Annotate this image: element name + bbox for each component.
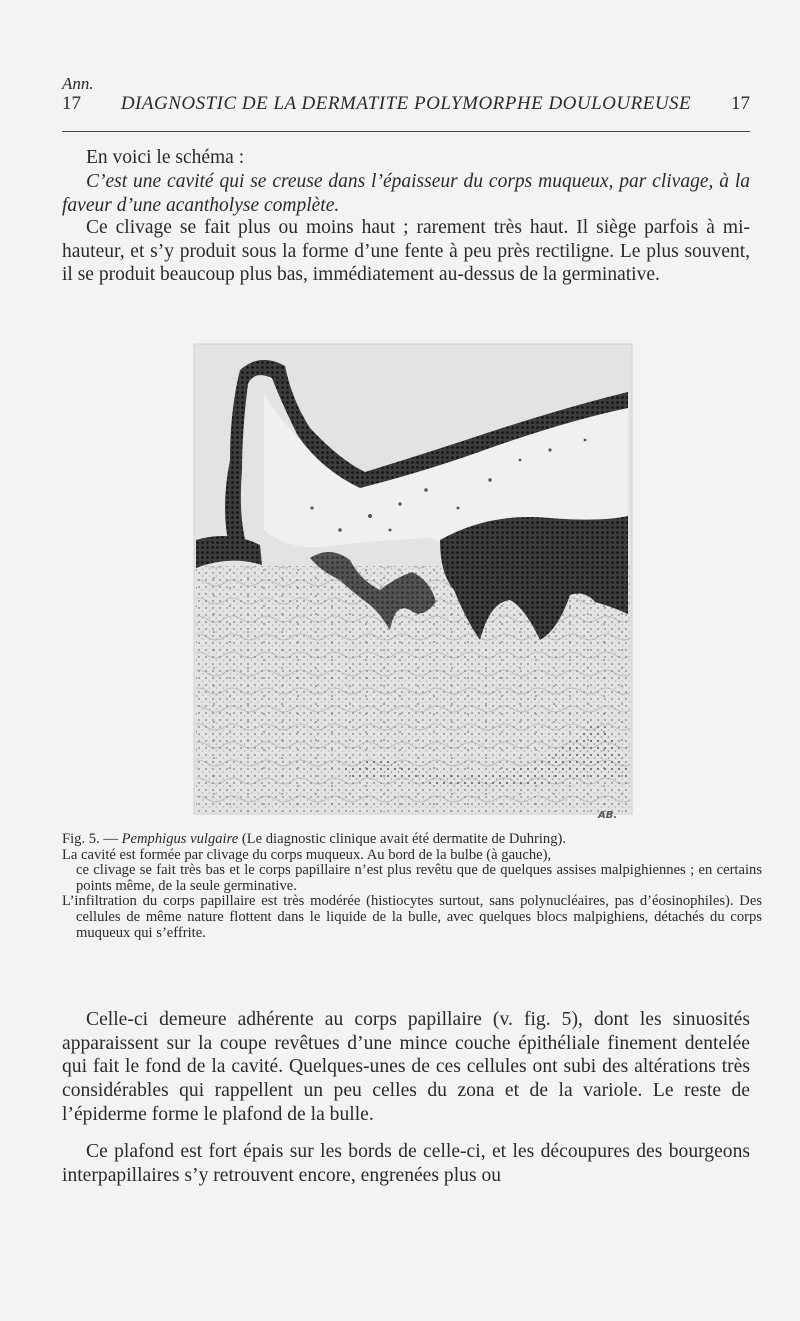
caption-species: Pemphigus vulgaire xyxy=(121,831,239,847)
intro-paragraph-3: Ce clivage se fait plus ou moins haut ; rarement très haut. Il siège parfois à mi-hauteur, et s’y produit sous la forme d’une fente à peu près rectiligne. Le plus souvent, il se produit beaucoup plus bas, immédiatement au-dessus de la germinative. xyxy=(62,217,750,285)
intro-paragraph-1: En voici le schéma : xyxy=(86,147,245,168)
caption-line-2: La cavité est formée par clivage du corps muqueux. Au bord de la bulbe (à gauche), xyxy=(62,846,552,863)
page-number-left: 17 xyxy=(62,93,81,114)
caption-line-4: L’infiltration du corps papillaire est très modérée (histiocytes surtout, sans polynucléaires, pas d’éosinophiles). Des cellules de même nature flottent dans le liquide de la bulle, avec quelques blocs malpighiens, détachés du corps muqueux qui s’effrite. xyxy=(62,893,762,941)
caption-line-3: ce clivage se fait très bas et le corps papillaire n’est plus revêtu que de quelques assises malpighiennes ; en certains points même, de la seule germinative. xyxy=(76,862,762,894)
figure-caption xyxy=(62,832,762,941)
header-rule xyxy=(62,131,750,132)
caption-line-1 xyxy=(62,832,762,848)
caption-first: (Le diagnostic clinique avait été dermatite de Duhring). xyxy=(238,831,567,847)
body-paragraph-2: Ce plafond est fort épais sur les bords de celle-ci, et les découpures des bourgeons interpapillaires s’y retrouvent encore, engrenées plus ou xyxy=(62,1141,750,1186)
histology-figure xyxy=(190,340,636,820)
caption-label: Fig. 5. — xyxy=(62,831,122,847)
annotation-ann: Ann. xyxy=(62,74,94,93)
illustrator-signature: AB. xyxy=(598,810,618,821)
running-title: DIAGNOSTIC DE LA DERMATITE POLYMORPHE DOULOUREUSE xyxy=(120,93,692,114)
histology-illustration xyxy=(190,340,636,820)
body-paragraph-1: Celle-ci demeure adhérente au corps papillaire (v. fig. 5), dont les sinuosités apparaissent sur la coupe revêtues d’une mince couche épithéliale finement dentelée qui fait le fond de la cavité. Quelques-unes de ces cellules ont subi des altérations très considérables qui rappellent un peu celles du zona et de la variole. Le reste de l’épiderme forme le plafond de la bulle. xyxy=(62,1009,750,1125)
running-header xyxy=(62,93,750,123)
page-number-right: 17 xyxy=(731,93,750,114)
intro-paragraph-2: C’est une cavité qui se creuse dans l’épaisseur du corps muqueux, par clivage, à la faveur d’une acantholyse complète. xyxy=(62,171,750,216)
